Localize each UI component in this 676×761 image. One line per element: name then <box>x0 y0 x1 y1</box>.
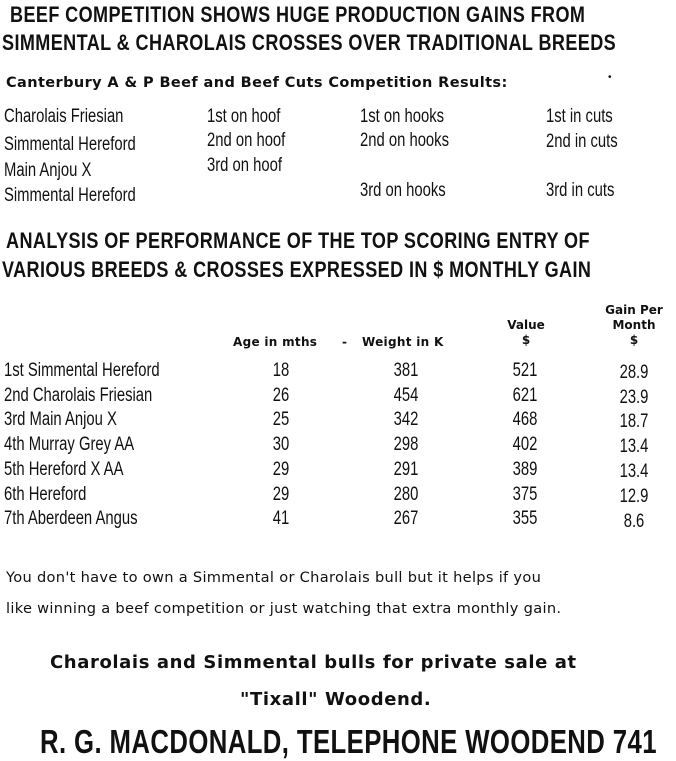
column-header-age: Age in mths <box>233 335 318 349</box>
entry-weight: 267 <box>393 508 419 529</box>
competition-breed: Main Anjou X <box>4 160 92 181</box>
body-line-1: You don't have to own a Simmental or Charolais bull but it helps if you <box>6 569 542 586</box>
entry-weight: 454 <box>393 385 419 406</box>
competition-hooks: 3rd on hooks <box>360 180 446 201</box>
column-header-value: Value $ <box>507 318 545 347</box>
entry-name: 6th Hereford <box>4 484 87 505</box>
entry-value: 621 <box>512 385 538 406</box>
footer-contact: R. G. MACDONALD, TELEPHONE WOODEND 741 <box>40 723 657 760</box>
entry-value: 375 <box>512 484 538 505</box>
entry-age: 26 <box>272 385 290 406</box>
column-header-weight: Weight in K <box>362 335 444 349</box>
entry-name: 7th Aberdeen Angus <box>4 508 138 529</box>
entry-value: 521 <box>512 360 538 381</box>
competition-hoof: 2nd on hoof <box>207 130 286 151</box>
entry-age: 30 <box>272 434 290 455</box>
entry-name: 4th Murray Grey AA <box>4 434 135 455</box>
entry-gain: 12.9 <box>619 486 649 507</box>
competition-cuts: 1st in cuts <box>546 106 613 127</box>
entry-age: 29 <box>272 484 290 505</box>
entry-weight: 291 <box>393 459 419 480</box>
entry-age: 18 <box>272 360 290 381</box>
competition-breed: Simmental Hereford <box>4 185 136 206</box>
body-line-2: like winning a beef competition or just watching that extra monthly gain. <box>6 600 562 617</box>
entry-gain: 18.7 <box>619 411 649 432</box>
entry-weight: 298 <box>393 434 419 455</box>
entry-gain: 23.9 <box>619 387 649 408</box>
entry-name: 5th Hereford X AA <box>4 459 124 480</box>
entry-value: 389 <box>512 459 538 480</box>
entry-value: 402 <box>512 434 538 455</box>
entry-gain: 13.4 <box>619 436 649 457</box>
analysis-heading-line-1: ANALYSIS OF PERFORMANCE OF THE TOP SCORING ENTRY OF <box>6 228 590 253</box>
entry-name: 2nd Charolais Friesian <box>4 385 153 406</box>
entry-age: 25 <box>272 409 290 430</box>
entry-gain: 13.4 <box>619 461 649 482</box>
competition-breed: Charolais Friesian <box>4 106 124 127</box>
competition-hooks: 2nd on hooks <box>360 130 449 151</box>
cta-line-1: Charolais and Simmental bulls for private sale at <box>50 652 577 673</box>
competition-hoof: 1st on hoof <box>207 106 281 127</box>
competition-heading: Canterbury A & P Beef and Beef Cuts Competition Results: <box>6 75 508 91</box>
headline-line-1: BEEF COMPETITION SHOWS HUGE PRODUCTION GAINS FROM <box>10 2 586 27</box>
competition-hoof: 3rd on hoof <box>207 155 282 176</box>
entry-age: 29 <box>272 459 290 480</box>
entry-name: 1st Simmental Hereford <box>4 360 160 381</box>
competition-breed: Simmental Hereford <box>4 134 136 155</box>
entry-weight: 381 <box>393 360 419 381</box>
entry-gain: 8.6 <box>623 511 645 532</box>
entry-age: 41 <box>272 508 290 529</box>
entry-value: 355 <box>512 508 538 529</box>
entry-name: 3rd Main Anjou X <box>4 409 117 430</box>
entry-value: 468 <box>512 409 538 430</box>
entry-weight: 280 <box>393 484 419 505</box>
analysis-heading-line-2: VARIOUS BREEDS & CROSSES EXPRESSED IN $ MONTHLY GAIN <box>2 257 592 282</box>
competition-cuts: 3rd in cuts <box>546 180 615 201</box>
cta-line-2: "Tixall" Woodend. <box>240 689 432 710</box>
competition-cuts: 2nd in cuts <box>546 131 618 152</box>
headline-line-2: SIMMENTAL & CHAROLAIS CROSSES OVER TRADITIONAL BREEDS <box>2 30 617 55</box>
competition-hooks: 1st on hooks <box>360 106 445 127</box>
entry-gain: 28.9 <box>619 362 649 383</box>
entry-weight: 342 <box>393 409 419 430</box>
header-separator: - <box>342 335 348 349</box>
column-header-gain: Gain Per Month $ <box>605 303 663 347</box>
decorative-dot: • <box>608 72 612 83</box>
